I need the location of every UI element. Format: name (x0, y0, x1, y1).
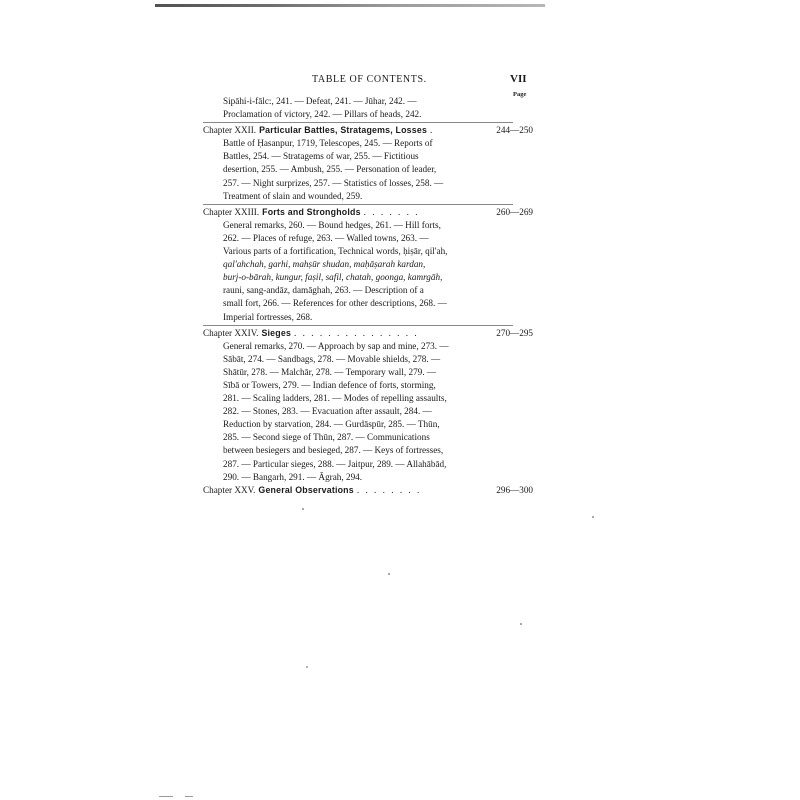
chapter-entry (203, 327, 533, 484)
scan-speck (306, 666, 308, 668)
chapter-label: Chapter XXII. (203, 125, 257, 136)
entry-line: desertion, 255. — Ambush, 255. — Personation of leader, (223, 164, 437, 175)
entry-line: burj-o-bārah, kungur, faṣil, safil, chatah, goonga, kamrgāh, (223, 272, 443, 283)
entry-line: 290. — Bangarh, 291. — Āgrah, 294. (223, 471, 363, 482)
table-of-contents (203, 95, 533, 497)
entry-line: between besiegers and besieged, 287. — Keys of fortresses, (223, 445, 444, 456)
entry-line: 285. — Second siege of Thūn, 287. — Communications (223, 432, 430, 443)
chapter-page-range: 270—295 (496, 327, 533, 338)
chapter-page-range: 296—300 (496, 484, 533, 495)
entry-line: Proclamation of victory, 242. — Pillars of heads, 242. (223, 109, 422, 120)
entry-line: 282. — Stones, 283. — Evacuation after assault, 284. — (223, 406, 432, 417)
chapter-entry (203, 206, 533, 324)
chapter-label: Chapter XXV. (203, 484, 256, 495)
divider (203, 122, 513, 123)
dot-leader: . . . . . . . (363, 206, 420, 217)
scan-speck (388, 573, 390, 575)
entry-line: Battles, 254. — Stratagems of war, 255. — Fictitious (223, 151, 419, 162)
entry-line: small fort, 266. — References for other descriptions, 268. — (223, 298, 447, 309)
divider (203, 325, 513, 326)
entry-line: Treatment of slain and wounded, 259. (223, 190, 363, 201)
chapter-page-range: 260—269 (496, 206, 533, 217)
chapter-title: Forts and Strongholds (262, 206, 361, 217)
chapter-heading (203, 124, 533, 137)
chapter-heading (203, 206, 533, 219)
scan-speck (520, 623, 522, 625)
entry-line: 287. — Particular sieges, 288. — Jaitpur, 289. — Allahābād, (223, 458, 447, 469)
dot-leader: . (430, 125, 435, 136)
chapter-title: Sieges (261, 327, 292, 338)
chapter-entry (203, 124, 533, 203)
chapter-page-range: 244—250 (496, 125, 533, 136)
entry-line: 262. — Places of refuge, 263. — Walled towns, 263. — (223, 232, 429, 243)
chapter-heading (203, 484, 533, 497)
scan-speck (159, 796, 173, 797)
entry-line: Sībā or Towers, 279. — Indian defence of forts, storming, (223, 379, 436, 390)
entry-line: 281. — Scaling ladders, 281. — Modes of repelling assaults, (223, 393, 447, 404)
chapter-entry (203, 484, 533, 497)
entry-line: Battle of Ḥasanpur, 1719, Telescopes, 245. — Reports of (223, 138, 433, 149)
scan-speck (302, 508, 304, 510)
scan-speck (185, 796, 193, 797)
page-title: TABLE OF CONTENTS. (312, 74, 427, 85)
scan-edge-rule (155, 4, 545, 7)
entry-line: Various parts of a fortification, Technical words, ḥiṣār, qil'ah, (223, 246, 448, 257)
entry-line: Shātūr, 278. — Malchār, 278. — Temporary wall, 279. — (223, 366, 437, 377)
dot-leader: . . . . . . . . (356, 484, 422, 495)
entry-line: qal'ahchah, garhi, mahṣūr shudan, maḥāṣarah kardan, (223, 259, 426, 270)
entry-line: 257. — Night surprizes, 257. — Statistics of losses, 258. — (223, 177, 444, 188)
page-number: VII (510, 73, 527, 85)
entry-line: Imperial fortresses, 268. (223, 311, 313, 322)
entry-line: Sābāt, 274. — Sandbags, 278. — Movable shields, 278. — (223, 353, 441, 364)
divider (203, 204, 513, 205)
entry-line: rauni, sang-andāz, damāghah, 263. — Description of a (223, 285, 424, 296)
chapter-title: General Observations (258, 484, 354, 495)
entry-line: Sipāhi-i-fālc:, 241. — Defeat, 241. — Jūhar, 242. — (223, 96, 417, 106)
page-column-label: Page (513, 91, 527, 98)
entry-line: General remarks, 260. — Bound hedges, 261. — Hill forts, (223, 219, 441, 230)
scan-speck (592, 516, 594, 518)
chapter-label: Chapter XXIV. (203, 327, 259, 338)
entry-line: General remarks, 270. — Approach by sap and mine, 273. — (223, 340, 449, 351)
continuation-entry (203, 95, 533, 121)
entry-line: Reduction by starvation, 284. — Gurdāspūr, 285. — Thūn, (223, 419, 440, 430)
chapter-label: Chapter XXIII. (203, 206, 260, 217)
chapter-heading (203, 327, 533, 340)
chapter-title: Particular Battles, Stratagems, Losses (259, 125, 428, 136)
dot-leader: . . . . . . . . . . . . . . . (294, 327, 419, 338)
